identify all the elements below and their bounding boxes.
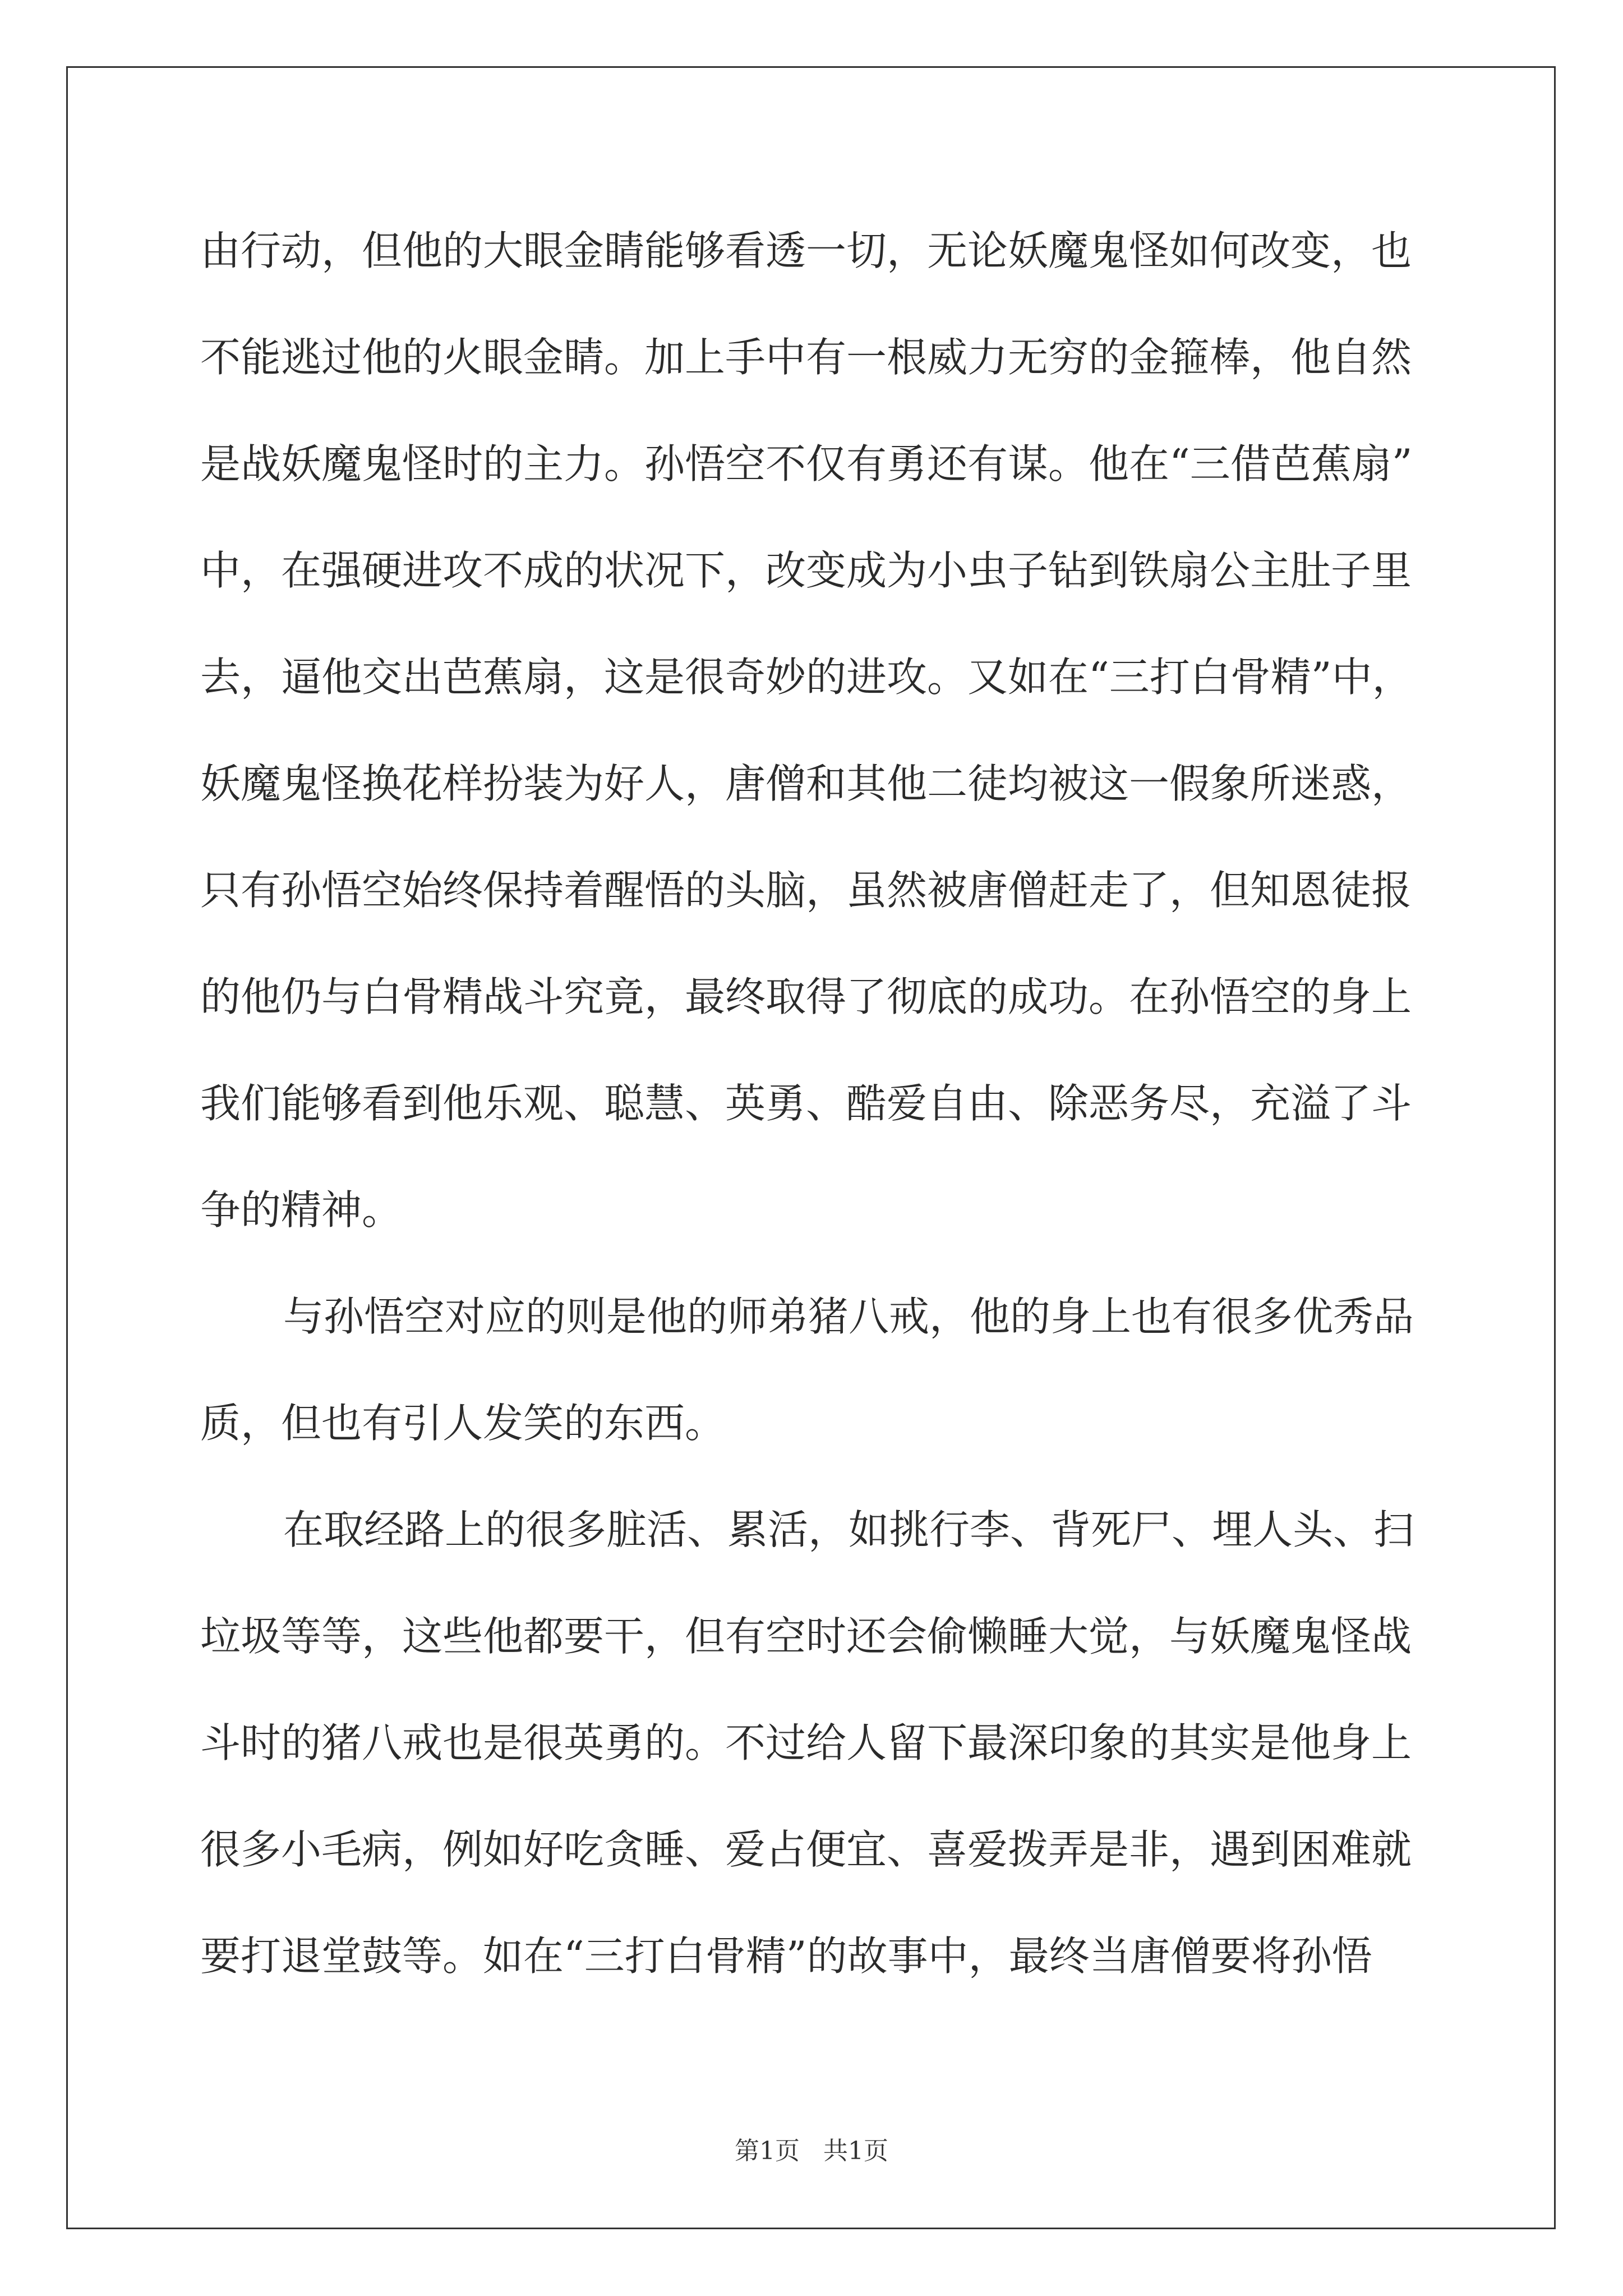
page-footer: 第1页 共1页 xyxy=(735,2137,888,2165)
text-line: 垃圾等等，这些他都要干，但有空时还会偷懒睡大觉，与妖魔鬼怪战 xyxy=(200,1613,1412,1660)
text-line: 质，但也有引人发笑的东西。 xyxy=(200,1400,726,1447)
text-line: 去，逼他交出芭蕉扇，这是很奇妙的进攻。又如在“三打白骨精”中， xyxy=(200,654,1413,701)
page-border xyxy=(66,66,1556,2229)
text-line: 很多小毛病，例如好吃贪睡、爱占便宜、喜爱拨弄是非，遇到困难就 xyxy=(200,1826,1412,1873)
paragraph-first-line: 与孙悟空对应的则是他的师弟猪八戒，他的身上也有很多优秀品 xyxy=(283,1293,1414,1340)
text-line: 不能逃过他的火眼金睛。加上手中有一根威力无穷的金箍棒，他自然 xyxy=(200,334,1412,381)
text-line: 要打退堂鼓等。如在“三打白骨精”的故事中，最终当唐僧要将孙悟 xyxy=(200,1932,1372,1980)
text-line: 斗时的猪八戒也是很英勇的。不过给人留下最深印象的其实是他身上 xyxy=(200,1719,1412,1766)
text-line: 是战妖魔鬼怪时的主力。孙悟空不仅有勇还有谋。他在“三借芭蕉扇” xyxy=(200,440,1413,487)
text-line: 争的精神。 xyxy=(200,1186,403,1234)
text-line: 的他仍与白骨精战斗究竟，最终取得了彻底的成功。在孙悟空的身上 xyxy=(200,973,1412,1020)
text-line: 只有孙悟空始终保持着醒悟的头脑，虽然被唐僧赶走了，但知恩徒报 xyxy=(200,867,1412,914)
paragraph-first-line: 在取经路上的很多脏活、累活，如挑行李、背死尸、埋人头、扫 xyxy=(283,1506,1414,1553)
text-line: 我们能够看到他乐观、聪慧、英勇、酷爱自由、除恶务尽，充溢了斗 xyxy=(200,1080,1412,1127)
text-line: 中，在强硬进攻不成的状况下，改变成为小虫子钻到铁扇公主肚子里 xyxy=(200,547,1412,594)
text-line: 妖魔鬼怪换花样扮装为好人，唐僧和其他二徒均被这一假象所迷惑， xyxy=(200,760,1412,807)
text-line: 由行动，但他的大眼金睛能够看透一切，无论妖魔鬼怪如何改变，也 xyxy=(200,227,1412,274)
